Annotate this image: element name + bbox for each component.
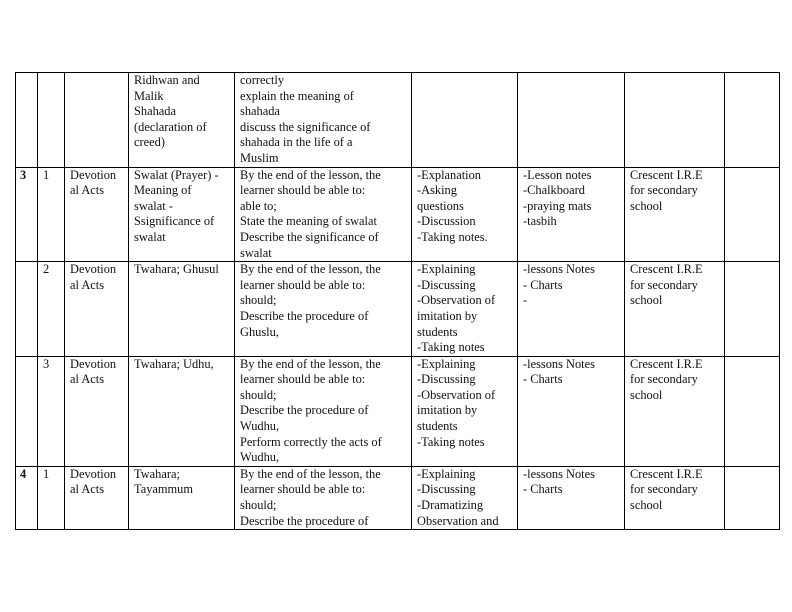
cell-line: Muslim <box>240 150 279 165</box>
cell-line: should; <box>240 498 277 513</box>
cell-line: al Acts <box>70 482 105 497</box>
cell-line: Crescent I.R.E <box>630 356 703 371</box>
cell-line: for secondary <box>630 482 698 497</box>
cell-line: explain the meaning of <box>240 88 354 103</box>
cell-line: Describe the procedure of <box>240 403 369 418</box>
cell-line: By the end of the lesson, the <box>240 167 381 182</box>
cell-line: -Explanation <box>417 167 481 182</box>
cell-line: Ghuslu, <box>240 324 279 339</box>
strand-cell <box>65 167 129 262</box>
cell-line: should; <box>240 387 277 402</box>
cell-line: school <box>630 198 663 213</box>
cell-line: -Discussing <box>417 482 476 497</box>
table-row <box>16 167 780 262</box>
substrand-cell <box>129 356 235 466</box>
cell-line: Crescent I.R.E <box>630 262 703 277</box>
cell-line: learner should be able to: <box>240 482 366 497</box>
cell-line: for secondary <box>630 277 698 292</box>
cell-line: Devotion <box>70 262 117 277</box>
cell-line: Tayammum <box>134 482 194 497</box>
week-cell: 4 <box>16 466 38 529</box>
remarks-cell <box>725 73 780 168</box>
cell-line: -Taking notes <box>417 340 485 355</box>
table-row <box>16 73 780 168</box>
cell-line: -Discussion <box>417 214 476 229</box>
references-cell <box>625 356 725 466</box>
substrand-cell <box>129 466 235 529</box>
cell-line: Swalat (Prayer) - <box>134 167 219 182</box>
activities-cell <box>412 262 518 357</box>
cell-line: -Asking <box>417 183 457 198</box>
cell-line: Perform correctly the acts of <box>240 434 382 449</box>
table-row <box>16 262 780 357</box>
cell-line: -Dramatizing <box>417 498 484 513</box>
substrand-cell <box>129 262 235 357</box>
cell-line: able to; <box>240 198 277 213</box>
strand-cell <box>65 73 129 168</box>
cell-line: Ssignificance of <box>134 214 215 229</box>
cell-line: al Acts <box>70 183 105 198</box>
cell-line: Shahada <box>134 104 176 119</box>
objectives-cell <box>235 73 412 168</box>
cell-line: Describe the significance of <box>240 229 379 244</box>
objectives-cell <box>235 356 412 466</box>
cell-line: shahada in the life of a <box>240 135 353 150</box>
resources-cell <box>518 466 625 529</box>
cell-line: learner should be able to: <box>240 372 366 387</box>
cell-line: -Taking notes. <box>417 229 488 244</box>
week-cell <box>16 262 38 357</box>
objectives-cell <box>235 466 412 529</box>
references-cell <box>625 167 725 262</box>
cell-line: -Explaining <box>417 356 476 371</box>
cell-line: -Chalkboard <box>523 183 585 198</box>
cell-line: -Observation of <box>417 293 496 308</box>
cell-line: discuss the significance of <box>240 119 371 134</box>
cell-line: swalat - <box>134 198 173 213</box>
references-cell <box>625 262 725 357</box>
week-cell <box>16 356 38 466</box>
remarks-cell <box>725 466 780 529</box>
objectives-cell <box>235 262 412 357</box>
cell-line: By the end of the lesson, the <box>240 262 381 277</box>
cell-line: correctly <box>240 73 285 87</box>
activities-cell <box>412 466 518 529</box>
cell-line: Devotion <box>70 466 117 481</box>
cell-line: - Charts <box>523 372 563 387</box>
cell-line: swalat <box>240 245 272 260</box>
cell-line: questions <box>417 198 464 213</box>
cell-line: Devotion <box>70 356 117 371</box>
resources-cell <box>518 167 625 262</box>
cell-line: learner should be able to: <box>240 183 366 198</box>
cell-line: -Taking notes <box>417 434 485 449</box>
resources-cell <box>518 356 625 466</box>
remarks-cell <box>725 356 780 466</box>
lesson-cell: 1 <box>38 167 65 262</box>
cell-line: Describe the procedure of <box>240 513 369 528</box>
scheme-of-work-table <box>15 72 780 530</box>
cell-line: Wudhu, <box>240 419 280 434</box>
cell-line: - <box>523 293 528 308</box>
week-cell <box>16 73 38 168</box>
cell-line: By the end of the lesson, the <box>240 356 381 371</box>
cell-line: al Acts <box>70 277 105 292</box>
cell-line: shahada <box>240 104 280 119</box>
cell-line: school <box>630 293 663 308</box>
resources-cell <box>518 73 625 168</box>
cell-line: Ridhwan and <box>134 73 200 87</box>
activities-cell <box>412 167 518 262</box>
cell-line: State the meaning of swalat <box>240 214 377 229</box>
objectives-cell <box>235 167 412 262</box>
cell-line: Twahara; Udhu, <box>134 356 214 371</box>
cell-line: -lessons Notes <box>523 262 595 277</box>
resources-cell <box>518 262 625 357</box>
cell-line: learner should be able to: <box>240 277 366 292</box>
activities-cell <box>412 356 518 466</box>
strand-cell <box>65 262 129 357</box>
activities-cell <box>412 73 518 168</box>
cell-line: -praying mats <box>523 198 592 213</box>
substrand-cell <box>129 73 235 168</box>
cell-line: - Charts <box>523 277 563 292</box>
cell-line: Describe the procedure of <box>240 308 369 323</box>
remarks-cell <box>725 167 780 262</box>
remarks-cell <box>725 262 780 357</box>
cell-line: Twahara; Ghusul <box>134 262 219 277</box>
cell-line: students <box>417 419 458 434</box>
lesson-cell: 3 <box>38 356 65 466</box>
strand-cell <box>65 466 129 529</box>
cell-line: By the end of the lesson, the <box>240 466 381 481</box>
lesson-cell: 2 <box>38 262 65 357</box>
cell-line: school <box>630 387 663 402</box>
cell-line: - Charts <box>523 482 563 497</box>
cell-line: school <box>630 498 663 513</box>
cell-line: Devotion <box>70 167 117 182</box>
table-row <box>16 466 780 529</box>
references-cell <box>625 73 725 168</box>
cell-line: Twahara; <box>134 466 180 481</box>
cell-line: for secondary <box>630 372 698 387</box>
cell-line: Malik <box>134 88 164 103</box>
cell-line: -Explaining <box>417 262 476 277</box>
table-row <box>16 356 780 466</box>
cell-line: al Acts <box>70 372 105 387</box>
cell-line: Wudhu, <box>240 450 280 465</box>
cell-line: imitation by <box>417 403 478 418</box>
week-cell: 3 <box>16 167 38 262</box>
cell-line: Crescent I.R.E <box>630 167 703 182</box>
cell-line: -lessons Notes <box>523 356 595 371</box>
lesson-cell <box>38 73 65 168</box>
cell-line: imitation by <box>417 308 478 323</box>
cell-line: students <box>417 324 458 339</box>
cell-line: -tasbih <box>523 214 557 229</box>
cell-line: (declaration of <box>134 119 207 134</box>
cell-line: creed) <box>134 135 165 150</box>
cell-line: for secondary <box>630 183 698 198</box>
cell-line: -Discussing <box>417 277 476 292</box>
cell-line: -lessons Notes <box>523 466 595 481</box>
cell-line: -Observation of <box>417 387 496 402</box>
cell-line: -Discussing <box>417 372 476 387</box>
cell-line: Crescent I.R.E <box>630 466 703 481</box>
strand-cell <box>65 356 129 466</box>
lesson-cell: 1 <box>38 466 65 529</box>
substrand-cell <box>129 167 235 262</box>
cell-line: swalat <box>134 229 166 244</box>
cell-line: should; <box>240 293 277 308</box>
cell-line: -Lesson notes <box>523 167 592 182</box>
cell-line: Meaning of <box>134 183 192 198</box>
references-cell <box>625 466 725 529</box>
cell-line: Observation and <box>417 513 499 528</box>
cell-line: -Explaining <box>417 466 476 481</box>
